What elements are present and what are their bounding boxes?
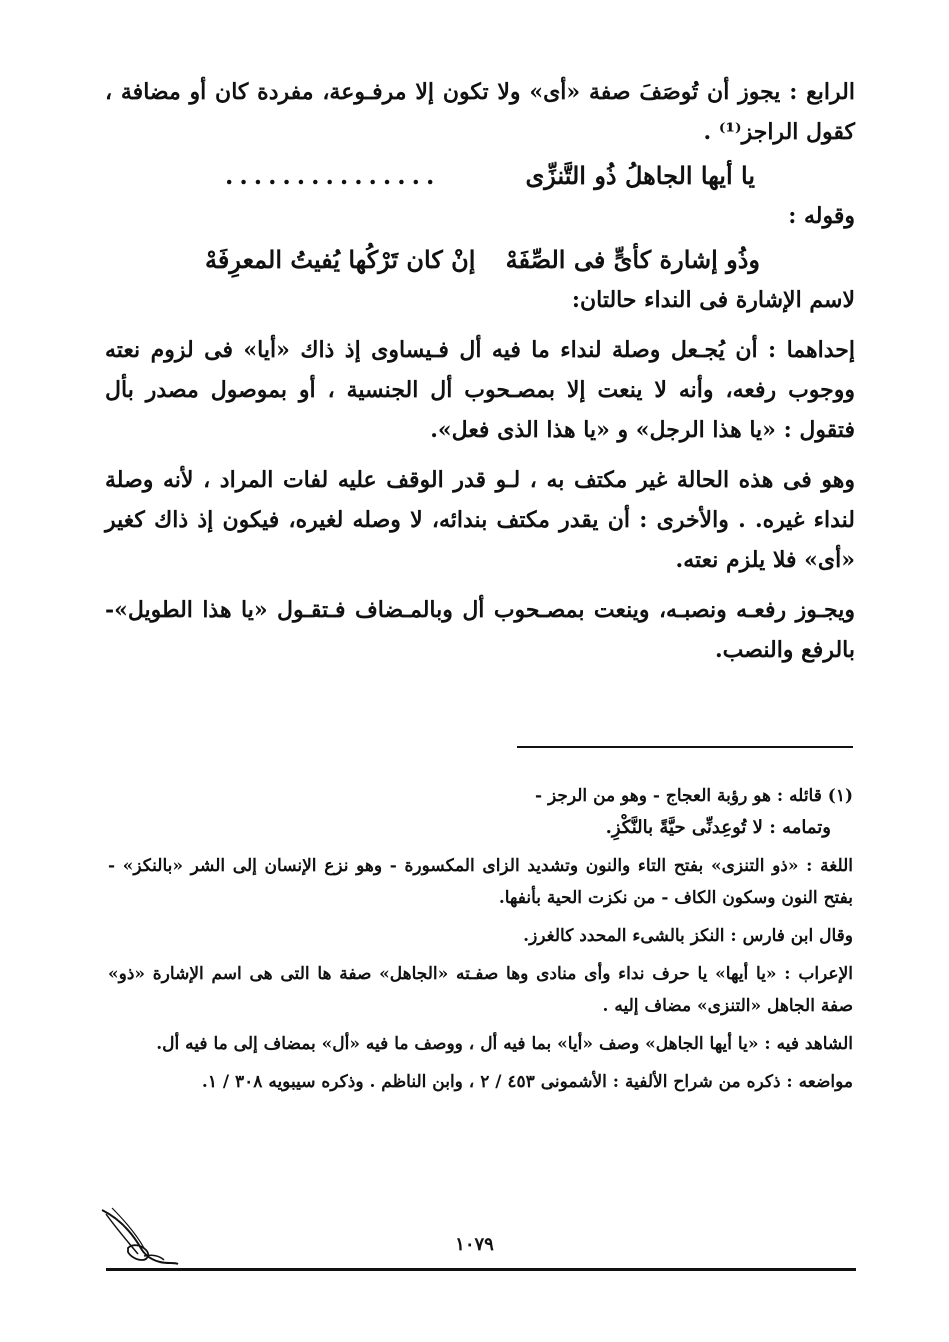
paragraph-1: الرابع : يجوز أن تُوصَفَ صفة «أى» ولا تكون إلا مرفـوعة، مفردة كان أو مضافة ، كقول الراجز⁽¹⁾ . <box>105 79 855 145</box>
paragraph-4: إحداهما : أن يُجـعل وصلة لنداء ما فيه أل فـيساوى إذ ذاك «أيا» فى لزوم نعته ووجوب رفعه، وأنه لا ينعت إلا بمصـحوب أل الجنسية ، أو بموصول مصدر بأل فتقول : «يا هذا الرجل» و «يا هذا الذى فعل». <box>105 337 855 443</box>
paragraph-3: لاسم الإشارة فى النداء حالتان: <box>571 287 855 313</box>
page-number: ١٠٧٩ <box>455 1234 494 1255</box>
verse-1-first-hemistich: يا أيها الجاهلُ ذُو التَّنزِّى <box>525 161 755 190</box>
verse-1 <box>105 152 855 196</box>
main-text <box>105 72 855 670</box>
footnote-1-completion: وتمامه : لا تُوعِدنِّى حيَّةً بالنَّكْزِ. <box>605 817 831 838</box>
footnote-1-source: (١) قائله : هو رؤبة العجاج - وهو من الرجز - <box>535 786 853 806</box>
footnote-1-evidence: الشاهد فيه : «يا أيها الجاهل» وصف «أيا» بما فيه أل ، ووصف ما فيه «أل» بمضاف إلى ما فيه أل. <box>156 1034 853 1054</box>
paragraph-2: وقوله : <box>788 203 855 229</box>
paragraph-5: وهو فى هذه الحالة غير مكتف به ، لـو قدر الوقف عليه لفات المراد ، لأنه وصلة لنداء غيره. . والأخرى : أن يقدر مكتف بندائه، لا وصله لغيره، فيكون إذ ذاك كغير «أى» فلا يلزم نعته. <box>105 467 855 573</box>
footnote-1-language: اللغة : «ذو التنزى» بفتح التاء والنون وتشديد الزاى المكسورة - وهو نزع الإنسان إلى الشر «بالنكز» - بفتح النون وسكون الكاف - من نكزت الحية بأنفها. <box>108 856 853 908</box>
verse-2-first-hemistich: وذُو إشارة كأىٍّ فى الصِّفَهْ <box>505 245 760 274</box>
footnotes <box>108 780 853 1098</box>
bottom-rule <box>106 1268 856 1271</box>
verse-2-second-hemistich: إنْ كان تَرْكُها يُفيتُ المعرِفَهْ <box>205 245 476 274</box>
footnote-separator <box>517 746 853 748</box>
footnote-1-ibn-faris: وقال ابن فارس : النكز بالشىء المحدد كالغرز. <box>523 926 853 946</box>
footnote-1-references: مواضعه : ذكره من شراح الألفية : الأشمونى ٤٥٣ / ٢ ، وابن الناظم . وذكره سيبويه ٣٠٨ / ١. <box>201 1072 853 1092</box>
verse-2 <box>105 236 855 280</box>
verse-1-ellipsis: ............... <box>225 161 441 190</box>
paragraph-6: ويجـوز رفعـه ونصبـه، وينعت بمصـحوب أل وبالمـضاف فـتقـول «يا هذا الطويل»- بالرفع والنصب. <box>105 597 855 663</box>
footnote-1-parsing: الإعراب : «يا أيها» يا حرف نداء وأى منادى وها صفـته «الجاهل» صفة ها التى هى اسم الإشارة «ذو» صفة الجاهل «التنزى» مضاف إليه . <box>108 964 853 1016</box>
